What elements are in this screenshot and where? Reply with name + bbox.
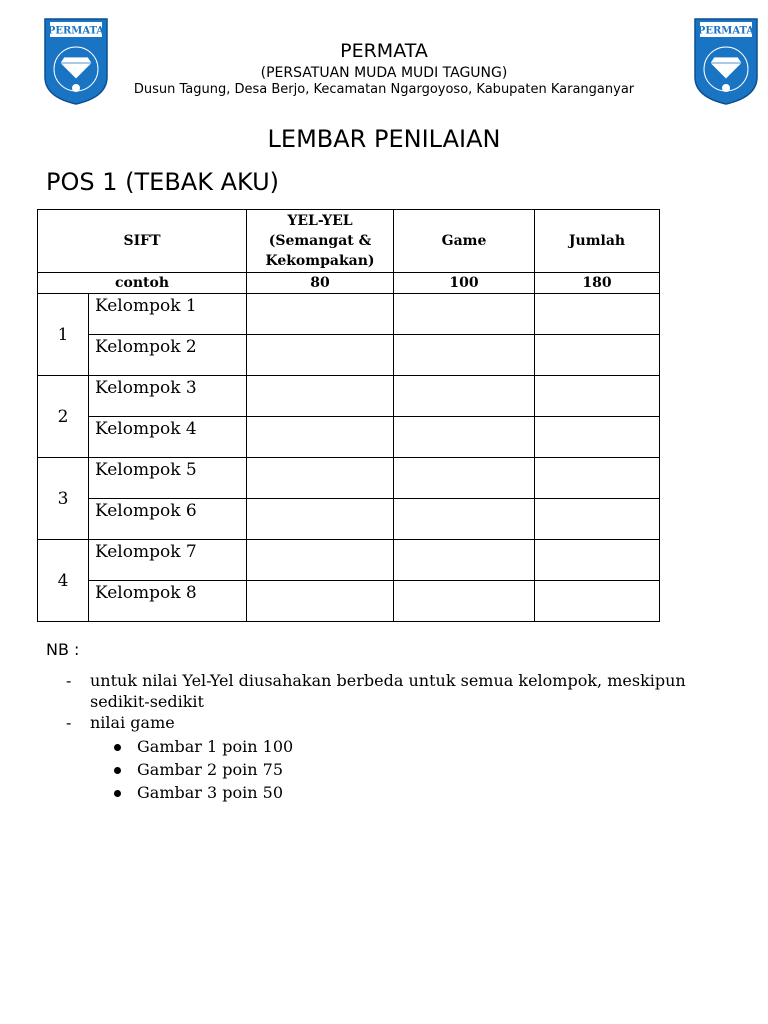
header-yel-line2: (Semangat & bbox=[268, 233, 372, 249]
total-score-cell[interactable] bbox=[535, 376, 660, 417]
bullet-dot-icon bbox=[114, 790, 121, 797]
game-score-cell[interactable] bbox=[394, 376, 535, 417]
game-points-list bbox=[66, 735, 726, 804]
yel-score-cell[interactable] bbox=[247, 499, 394, 540]
yel-score-cell[interactable] bbox=[247, 294, 394, 335]
note-text: untuk nilai Yel-Yel diusahakan berbeda untuk semua kelompok, meskipun sedikit-sedikit bbox=[90, 671, 686, 711]
bullet-dot-icon bbox=[114, 744, 121, 751]
total-score-cell[interactable] bbox=[535, 294, 660, 335]
list-item bbox=[66, 712, 726, 733]
team-name: Kelompok 1 bbox=[89, 294, 247, 335]
header-game: Game bbox=[394, 210, 535, 273]
team-name: Kelompok 3 bbox=[89, 376, 247, 417]
group-number: 3 bbox=[38, 458, 89, 540]
table-header-row bbox=[38, 210, 660, 273]
sheet-title: LEMBAR PENILAIAN bbox=[267, 125, 501, 153]
notes-label: NB : bbox=[46, 640, 80, 659]
team-name: Kelompok 4 bbox=[89, 417, 247, 458]
yel-score-cell[interactable] bbox=[247, 335, 394, 376]
yel-score-cell[interactable] bbox=[247, 458, 394, 499]
post-title: POS 1 (TEBAK AKU) bbox=[46, 168, 280, 196]
table-row bbox=[38, 458, 660, 499]
dash-bullet: - bbox=[66, 713, 72, 732]
header-yel-yel bbox=[247, 210, 394, 273]
list-item bbox=[66, 735, 726, 758]
game-score-cell[interactable] bbox=[394, 540, 535, 581]
game-score-cell[interactable] bbox=[394, 499, 535, 540]
header-yel-line1: YEL-YEL bbox=[287, 213, 353, 229]
game-point-text: Gambar 1 poin 100 bbox=[137, 737, 294, 756]
team-name: Kelompok 7 bbox=[89, 540, 247, 581]
notes-list bbox=[66, 670, 726, 804]
total-score-cell[interactable] bbox=[535, 540, 660, 581]
yel-score-cell[interactable] bbox=[247, 417, 394, 458]
game-score-cell[interactable] bbox=[394, 417, 535, 458]
table-row bbox=[38, 335, 660, 376]
yel-score-cell[interactable] bbox=[247, 376, 394, 417]
team-name: Kelompok 8 bbox=[89, 581, 247, 622]
table-row bbox=[38, 540, 660, 581]
team-name: Kelompok 2 bbox=[89, 335, 247, 376]
table-row bbox=[38, 417, 660, 458]
example-yel: 80 bbox=[247, 273, 394, 294]
game-point-text: Gambar 2 poin 75 bbox=[137, 760, 284, 779]
total-score-cell[interactable] bbox=[535, 335, 660, 376]
logo-text: PERMATA bbox=[47, 25, 105, 37]
game-score-cell[interactable] bbox=[394, 458, 535, 499]
example-game: 100 bbox=[394, 273, 535, 294]
table-row bbox=[38, 581, 660, 622]
dash-bullet: - bbox=[66, 671, 72, 690]
table-row bbox=[38, 499, 660, 540]
logo-text: PERMATA bbox=[697, 25, 755, 37]
game-score-cell[interactable] bbox=[394, 294, 535, 335]
example-total: 180 bbox=[535, 273, 660, 294]
yel-score-cell[interactable] bbox=[247, 581, 394, 622]
list-item bbox=[66, 758, 726, 781]
total-score-cell[interactable] bbox=[535, 417, 660, 458]
yel-score-cell[interactable] bbox=[247, 540, 394, 581]
header-total: Jumlah bbox=[535, 210, 660, 273]
org-name: PERMATA bbox=[340, 40, 428, 62]
note-text: nilai game bbox=[90, 713, 175, 732]
total-score-cell[interactable] bbox=[535, 581, 660, 622]
group-number: 1 bbox=[38, 294, 89, 376]
table-row bbox=[38, 376, 660, 417]
team-name: Kelompok 6 bbox=[89, 499, 247, 540]
header-yel-line3: Kekompakan) bbox=[265, 253, 375, 269]
example-row bbox=[38, 273, 660, 294]
total-score-cell[interactable] bbox=[535, 499, 660, 540]
table-row bbox=[38, 294, 660, 335]
game-score-cell[interactable] bbox=[394, 335, 535, 376]
list-item bbox=[66, 781, 726, 804]
header-sift: SIFT bbox=[38, 210, 247, 273]
org-full-name: (PERSATUAN MUDA MUDI TAGUNG) bbox=[260, 65, 508, 81]
total-score-cell[interactable] bbox=[535, 458, 660, 499]
game-point-text: Gambar 3 poin 50 bbox=[137, 783, 284, 802]
team-name: Kelompok 5 bbox=[89, 458, 247, 499]
group-number: 2 bbox=[38, 376, 89, 458]
game-score-cell[interactable] bbox=[394, 581, 535, 622]
bullet-dot-icon bbox=[114, 767, 121, 774]
example-label: contoh bbox=[38, 273, 247, 294]
org-address: Dusun Tagung, Desa Berjo, Kecamatan Ngargoyoso, Kabupaten Karanganyar bbox=[133, 82, 635, 97]
group-number: 4 bbox=[38, 540, 89, 622]
score-table bbox=[37, 209, 660, 622]
list-item bbox=[66, 670, 726, 712]
